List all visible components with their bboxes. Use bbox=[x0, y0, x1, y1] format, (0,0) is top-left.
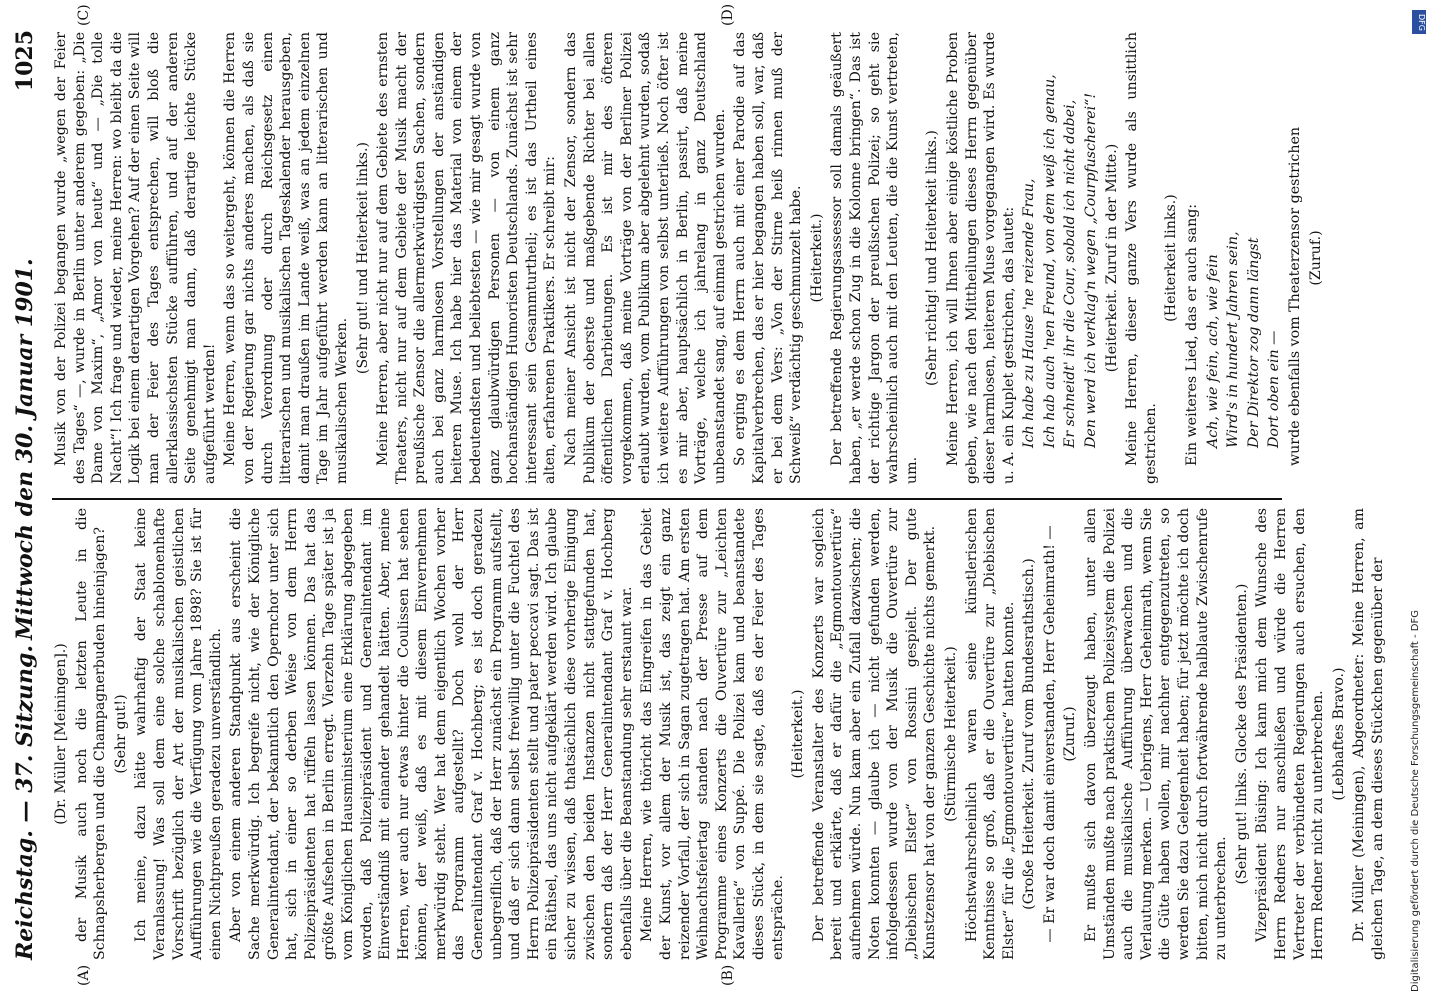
paragraph: So erging es dem Herrn auch mit einer Parodie auf das Kapitalverbrechen, das er hier begangen haben soll, war, daß er bei dem Vers: „Von der Stirne heiß rinnen muß der Schweiß“ verdächtig geschmunzelt habe. bbox=[732, 32, 805, 484]
page-number: 1025 bbox=[12, 30, 38, 92]
paragraph: Meine Herren, aber nicht nur auf dem Gebiete des ernsten Theaters, nicht nur auf dem Gebiete der Musik macht der preußische Zensor die allermerkwürdigsten Sachen, sondern auch bei ganz harmlosen Vorstellungen der anständigen heiteren Muse. Ich habe hier das Material von einem der bedeutendsten und beliebtesten — wie mir gesagt wurde von ganz glaubwürdigen Personen — von einem ganz hochanständigen Humoristen Deutschlands. Zunächst ist sehr interessant sein Gesammturtheil; es ist das Urtheil eines alten, erfahrenen Praktikers. Er schreibt mir: bbox=[375, 32, 559, 484]
paragraph: (Heiterkeit links.) bbox=[1163, 194, 1180, 322]
paragraph: (Heiterkeit.) bbox=[808, 213, 825, 303]
margin-mark-d: (D) bbox=[720, 3, 736, 26]
paragraph: Aber von einem anderen Standpunkt aus erscheint die Sache merkwürdig. Ich begreife nicht, wie der Königliche Generalintendant, der bekanntlich den Opernchor unter sich hat, sich in einer so derben Weise von dem Herrn Polizeipräsidenten hat rüffeln lassen können. Das hat das größte Aufsehen in Berlin erregt. Vierzehn Tage später ist ja vom Königlichen Hausministerium eine Erklärung abgegeben worden, daß Polizeipräsident und Generalintendant im Einverständniß mit einander gehandelt hätten. Aber, meine Herren, wer auch nur etwas hinter die Coulissen hat sehen können, der weiß, daß es mit diesem Einvernehmen merkwürdig steht. Wer hat denn eigentlich Wochen vorher das Programm aufgestellt? Doch wohl der Herr Generalintendant Graf v. Hochberg; es ist doch geradezu unbegreiflich, daß der Herr zunächst ein Programm aufstellt, und daß er sich dann selbst freiwillig unter die Fuchtel des Herrn Polizeipräsidenten stellt und pater peccavi sagt. Das ist ein Räthsel, das uns nicht aufgeklärt werden wird. Ich glaube sicher zu wissen, daß thatsächlich diese vorherige Einigung zwischen den beiden Instanzen nicht stattgefunden hat, sondern daß der Herr Generalintendant Graf v. Hochberg ebenfalls über die Beanstandung sehr erstaunt war. bbox=[228, 508, 635, 960]
verse-line: Der Direktor zog dann längst bbox=[1245, 237, 1262, 448]
paragraph: Ein weiteres Lied, das er auch sang: bbox=[1184, 203, 1201, 466]
paragraph: (Heiterkeit. Zuruf in der Mitte.) bbox=[1103, 143, 1120, 373]
verse-line: Er schneidt' ihr die Cour, sobald ich nicht dabei, bbox=[1062, 99, 1079, 448]
paragraph: (Dr. Müller [Meiningen].) bbox=[53, 643, 69, 825]
paragraph: Ich meine, dazu hätte wahrhaftig der Staat keine Veranlassung! Was soll dem eine solche schablonenhafte Vorschrift bezüglich der Art der musikalischen geistlichen Aufführungen wie die Verfügung vom Jahre 1898? Sie ist für einen Nichtpreußen geradezu unverständlich. bbox=[133, 508, 224, 960]
verse-line: Ich hab auch 'nen Freund, von dem weiß ich genau, bbox=[1041, 74, 1058, 448]
verse-line: Dort oben ein — bbox=[1266, 330, 1283, 448]
header-date: Mittwoch den 30. Januar 1901. bbox=[12, 258, 38, 640]
paragraph: Höchstwahrscheinlich waren seine künstlerischen Kenntnisse so groß, daß er die Ouvertüre zur „Diebischen Elster“ für die „Egmontouvertüre“ hatten konnte. bbox=[963, 508, 1017, 960]
margin-mark-b: (B) bbox=[720, 964, 736, 986]
verse-line: Wird's in hundert Jahren sein, bbox=[1225, 231, 1242, 448]
margin-mark-c: (C) bbox=[76, 4, 92, 26]
right-column bbox=[52, 32, 1324, 484]
paragraph: Meine Herren, dieser ganze Vers wurde als unsittlich gestrichen. bbox=[1124, 32, 1159, 484]
paragraph: (Heiterkeit.) bbox=[790, 689, 807, 779]
paragraph: der Musik auch noch die letzten Leute in die Schnapsherbergen und die Champagnerbuden hineinjagen? bbox=[73, 508, 109, 960]
paragraph: Meine Herren, ich will Ihnen aber einige köstliche Proben geben, wie nach den Mittheilungen dieses Herrn gegenüber dieser harmlosen, heiteren Muse vorgegangen wird. Es wurde u. A. ein Kuplet gestrichen, das lautet: bbox=[944, 32, 1017, 484]
paragraph: (Zuruf.) bbox=[1307, 230, 1324, 286]
digitization-note: Digitalisierung gefördert durch die Deutsche Forschungsgemeinschaft - DFG bbox=[1410, 609, 1421, 992]
paragraph: Meine Herren, wie thöricht das Eingreifen in das Gebiet der Kunst, vor allem der Musik ist, das zeigt ein ganz reizender Vorfall, der sich in Sagan zugetragen hat. Am ersten Weihnachtsfeiertag standen nach der Presse auf dem Programme eines Konzerts die Ouvertüre zur „Leichten Kavallerie“ von Suppé. Die Polizei kam und beanstandete dieses Stück, in dem sie sagte, daß es der Feier des Tages entspräche. bbox=[639, 508, 786, 960]
left-column bbox=[52, 508, 1386, 960]
verse-line: Den werd ich verklag'n wegen „Courpfuscherei“! bbox=[1083, 92, 1100, 448]
verse-line: Ich habe zu Hause 'ne reizende Frau, bbox=[1021, 178, 1038, 448]
column-divider bbox=[52, 498, 1282, 500]
paragraph: (Sehr gut! links. Glocke des Präsidenten.) bbox=[1233, 583, 1250, 885]
paragraph: Nach meiner Ansicht ist nicht der Zensor, sondern das Publikum der oberste und maßgebende Richter bei allen öffentlichen Darbietungen. Es ist mir des öfteren vorgekommen, daß meine Vorträge von der Berliner Polizei erlaubt wurden, vom Publikum aber abgelehnt wurden, sodaß ich weitere Aufführungen von selbst unterließ. Noch öfter ist es mir aber, hauptsächlich in Berlin, passirt, daß meine Vorträge, welche ich jahrelang in ganz Deutschland unbeanstandet sang, auf einmal gestrichen wurden. bbox=[563, 32, 728, 484]
verse-line: Ach, wie fein, ach, wie fein bbox=[1204, 254, 1221, 448]
paragraph: Musik von der Polizei begangen wurde „wegen der Feier des Tages“ —, wurde in Berlin unter anderem gegeben: „Die Dame von Maxim“, „Amor von heute“ und — „Die tolle Nacht“! Ich frage und wieder, meine Herren: wo bleibt da die Logik bei einem derartigen Vorgehen? Auf der einen Seite will man der Feier des Tages entsprechen, will bloß die allerklassischsten Stücke aufführen, und auf der anderen Seite genehmigt man dann, daß derartige leichte Stücke aufgeführt werden! bbox=[53, 32, 218, 484]
paragraph: Meine Herren, wenn das so weitergeht, können die Herren von der Regierung gar nichts anderes machen, als daß sie durch Verordnung oder durch Reichsgesetz einen litterarischen und musikalischen Tageskalender herausgeben, damit man draußen im Lande weiß, was an jedem einzelnen Tage im Jahr aufgeführt werden kann an litterarischen und musikalischen Werken. bbox=[222, 32, 350, 484]
paragraph: wurde ebenfalls vom Theaterzensor gestrichen bbox=[1287, 126, 1303, 466]
paragraph: Dr. Müller (Meiningen), Abgeordneter: Meine Herren, am gleichen Tage, an dem dieses Stückchen gegenüber der bbox=[1351, 508, 1386, 960]
paragraph: (Zuruf.) bbox=[1062, 706, 1079, 762]
page-header bbox=[8, 30, 48, 960]
header-left: Reichstag. — 37. Sitzung. bbox=[12, 644, 38, 960]
dfg-logo-icon: DFG bbox=[1412, 10, 1426, 34]
paragraph: Vizepräsident Büsing: Ich kann mich dem Wunsche des Herrn Redners nur anschließen und würde die Herren Vertreter der verbündeten Regierungen auch ersuchen, den Herrn Redner nicht zu unterbrechen. bbox=[1254, 508, 1327, 960]
paragraph: Der betreffende Veranstalter des Konzerts war sogleich bereit und erklärte, daß er dafür die „Egmontouvertüre“ aufnehmen würde. Nun kam aber ein Zufall dazwischen; die Noten konnten — glaube ich — nicht gefunden werden, infolgedessen wurde von der Musik die Ouvertüre zur „Diebischen Elster“ von Rossini gespielt. Der gute Kunstzensor hat von der ganzen Geschichte nichts gemerkt. bbox=[810, 508, 939, 960]
paragraph: (Sehr gut!) bbox=[112, 694, 129, 774]
paragraph: Der betreffende Regierungsassessor soll damals geäußert haben, „er werde schon Zug in die Kolonne bringen“. Das ist der richtige Jargon der preußischen Polizei; so geht sie wahrscheinlich auch mit den Leuten, die die Kunst vertreten, um. bbox=[829, 32, 920, 484]
digitization-sidebar bbox=[1404, 8, 1428, 992]
margin-mark-a: (A) bbox=[76, 964, 92, 986]
paragraph: (Sehr richtig! und Heiterkeit links.) bbox=[924, 130, 941, 386]
paragraph: (Sehr gut! und Heiterkeit links.) bbox=[354, 141, 371, 375]
paragraph: — Er war doch damit einverstanden, Herr Geheimrath! — bbox=[1041, 525, 1058, 943]
paragraph: (Stürmische Heiterkeit.) bbox=[942, 646, 959, 822]
paragraph: (Lebhaftes Bravo.) bbox=[1330, 667, 1347, 801]
paragraph: (Große Heiterkeit. Zuruf vom Bundesrathstisch.) bbox=[1021, 558, 1038, 910]
paragraph: Er mußte sich davon überzeugt haben, unter allen Umständen mußte nach praktischem Polizeisystem die Polizei auch die musikalische Aufführung überwachen und die Verlautung merken. — Uebrigens, Herr Geheimrath, wenn Sie die Güte haben wollen, mir nachher entgegenzutreten, so werden Sie dazu Gelegenheit haben; für jetzt möchte ich doch bitten, mich nicht durch fortwährende halblaute Zwischenrufe zu unterbrechen. bbox=[1083, 508, 1230, 960]
